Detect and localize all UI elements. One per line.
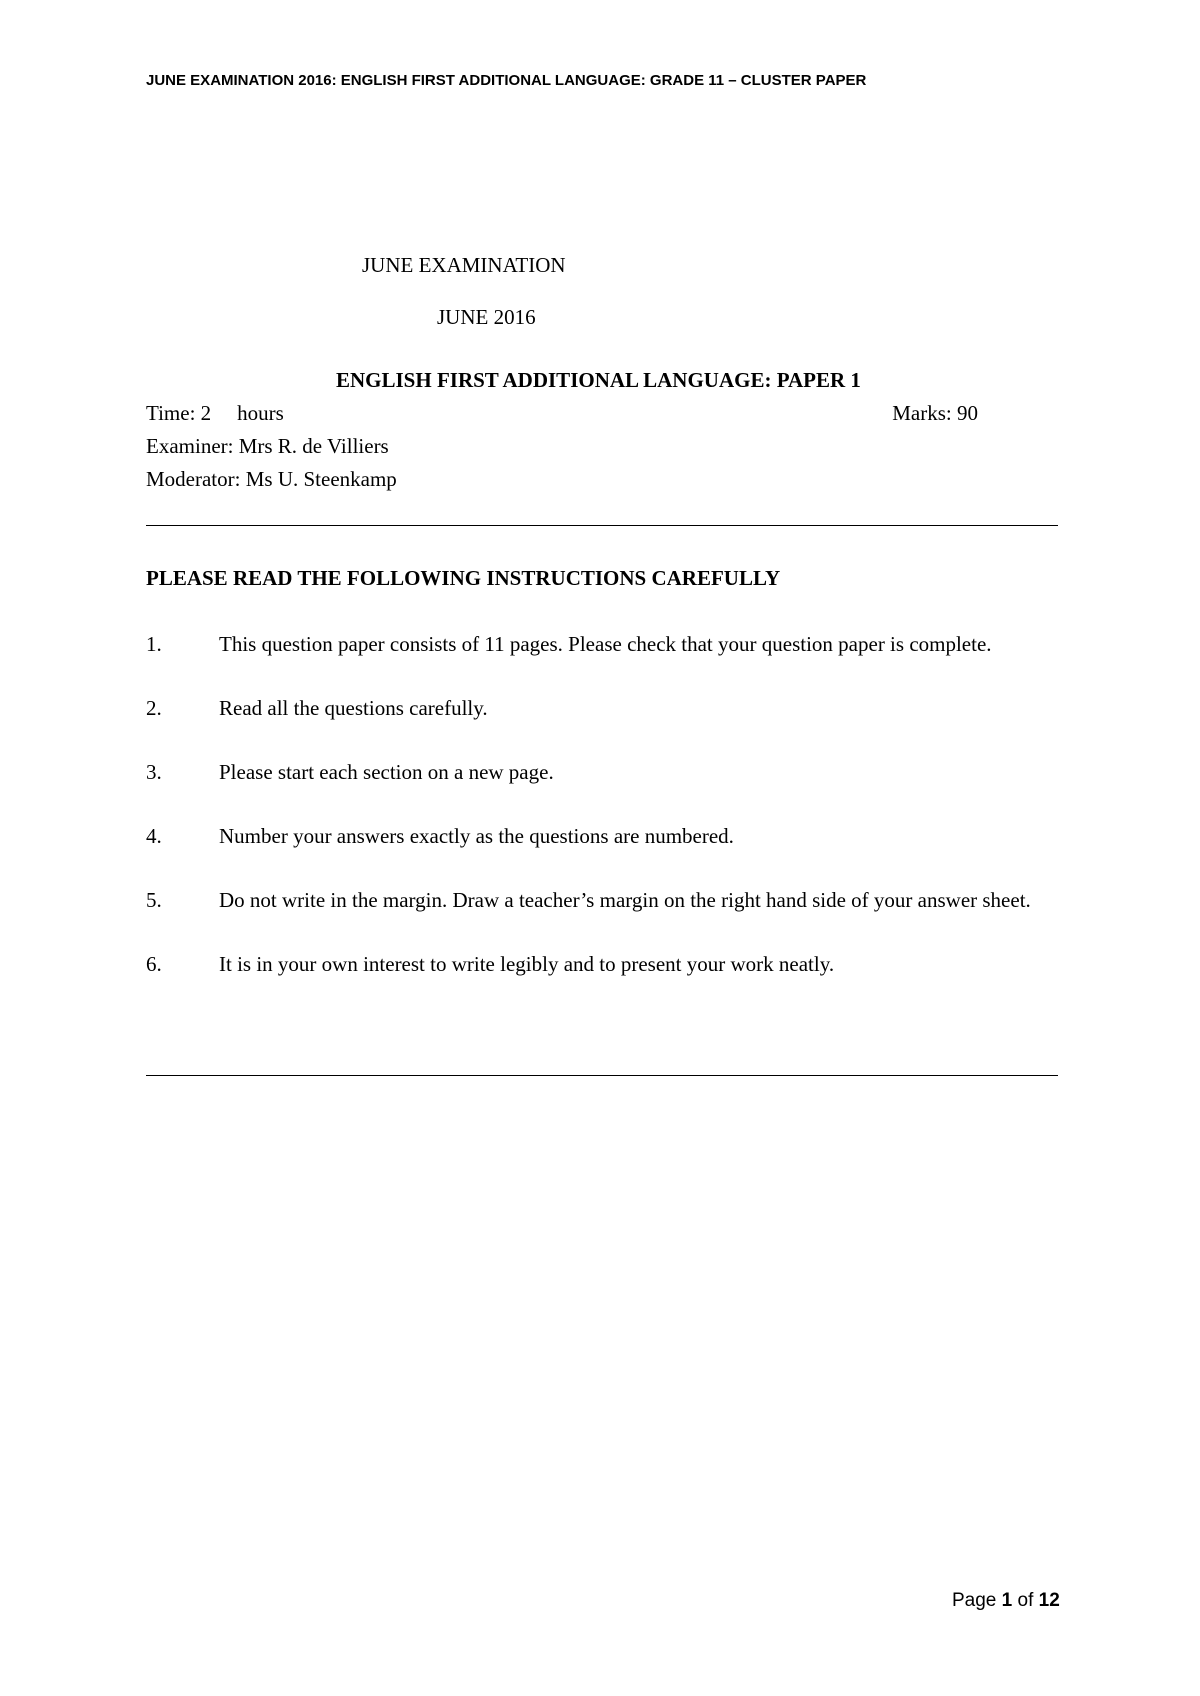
exam-date: JUNE 2016 [437, 305, 536, 329]
exam-title: JUNE EXAMINATION [362, 253, 566, 277]
of-word: of [1017, 1590, 1034, 1611]
instructions-heading: PLEASE READ THE FOLLOWING INSTRUCTIONS CAREFULLY [146, 566, 781, 590]
instruction-item [146, 820, 1046, 853]
running-header: JUNE EXAMINATION 2016: ENGLISH FIRST ADDITIONAL LANGUAGE: GRADE 11 – CLUSTER PAPER [146, 72, 867, 89]
examiner-line: Examiner: Mrs R. de Villiers [146, 434, 389, 458]
instruction-item [146, 884, 1046, 917]
time-unit: hours [237, 401, 284, 425]
instruction-text: This question paper consists of 11 pages. Please check that your question paper is complete. [219, 632, 992, 656]
instruction-number: 3. [146, 760, 162, 784]
page-total: 12 [1038, 1590, 1060, 1611]
paper-title: ENGLISH FIRST ADDITIONAL LANGUAGE: PAPER 1 [336, 368, 861, 392]
page-number [952, 1590, 1060, 1612]
instruction-number: 4. [146, 824, 162, 848]
instruction-item [146, 948, 1046, 981]
divider-top [146, 525, 1058, 526]
page-current: 1 [1001, 1590, 1013, 1611]
instruction-item [146, 756, 1046, 789]
instruction-item [146, 628, 1046, 661]
instruction-text: Do not write in the margin. Draw a teacher’s margin on the right hand side of your answer sheet. [219, 888, 1031, 912]
time-label: Time: 2 [146, 401, 212, 425]
divider-bottom [146, 1075, 1058, 1076]
instruction-number: 1. [146, 632, 162, 656]
instruction-number: 5. [146, 888, 162, 912]
instruction-number: 2. [146, 696, 162, 720]
instruction-number: 6. [146, 952, 162, 976]
marks-label: Marks: 90 [892, 401, 978, 425]
page-word: Page [952, 1590, 997, 1611]
time-marks-row [146, 401, 978, 426]
instruction-text: Number your answers exactly as the questions are numbered. [219, 824, 734, 848]
instruction-text: It is in your own interest to write legibly and to present your work neatly. [219, 952, 835, 976]
instructions-list [146, 628, 1046, 1012]
instruction-item [146, 692, 1046, 725]
moderator-line: Moderator: Ms U. Steenkamp [146, 467, 397, 491]
instruction-text: Please start each section on a new page. [219, 760, 554, 784]
instruction-text: Read all the questions carefully. [219, 696, 488, 720]
